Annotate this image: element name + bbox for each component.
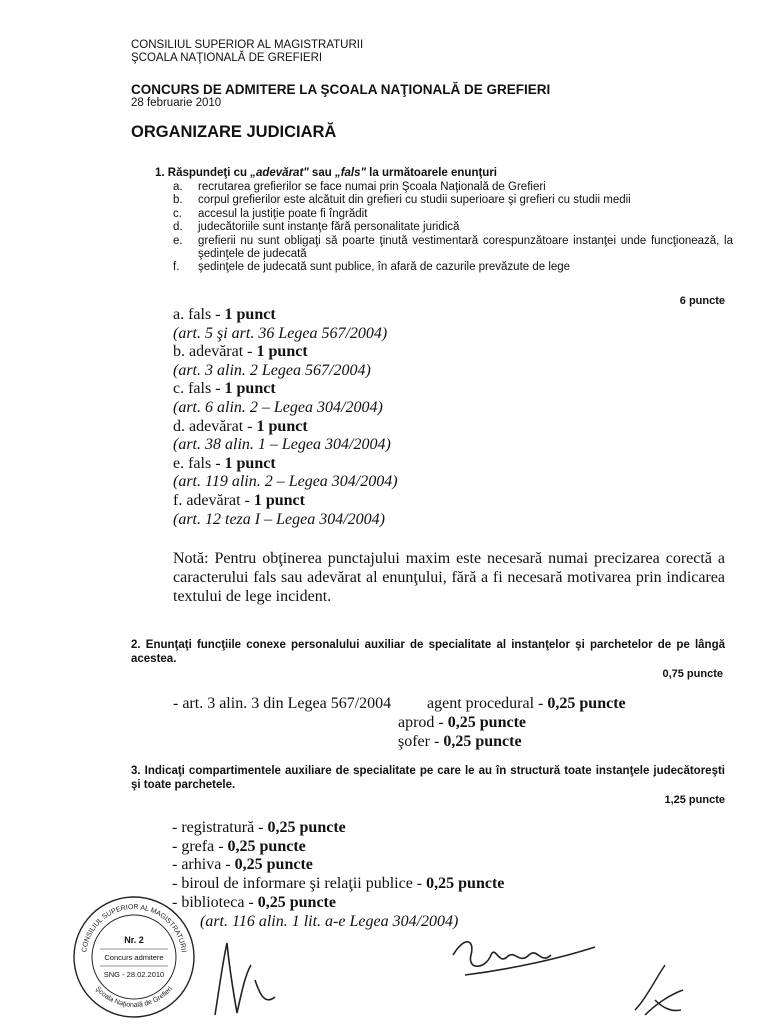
- answer-line: [172, 819, 504, 838]
- answer-line: [172, 894, 504, 913]
- question-1-statements: [173, 181, 733, 275]
- answer-line: [172, 838, 504, 857]
- official-stamp: [70, 893, 198, 1021]
- statement-item: [173, 208, 733, 221]
- keyword-false: „fals": [334, 167, 366, 179]
- department-name: - grefa -: [172, 837, 228, 855]
- answer-line: [172, 856, 504, 875]
- statement-letter: f.: [173, 261, 180, 274]
- question-1-rest: la următoarele enunţuri: [365, 167, 497, 179]
- statement-letter: d.: [173, 221, 183, 234]
- stamp-line-1: Concurs admitere: [104, 953, 164, 962]
- answer-value: e. fals -: [173, 454, 225, 472]
- answer-line: [173, 418, 398, 437]
- statement-text: grefierii nu sunt obligaţi să poarte ţinută vestimentară corespunzătoare instanţei unde funcţionează, la şedinţele de judecată: [198, 234, 733, 261]
- statement-text: judecătoriile sunt instanţe fără personalitate juridică: [198, 221, 460, 234]
- stamp-number: Nr. 2: [124, 935, 144, 945]
- legal-reference: (art. 12 teza I – Legea 304/2004): [173, 510, 385, 528]
- answer-line: [173, 343, 398, 362]
- exam-date: 28 februarie 2010: [131, 97, 222, 109]
- answer-points: 0,25 puncte: [257, 893, 336, 911]
- question-2-answer: [398, 713, 526, 751]
- statement-item: [173, 235, 733, 262]
- answer-value: a. fals -: [173, 306, 225, 323]
- statement-letter: e.: [173, 234, 183, 247]
- question-2-points: 0,75 puncte: [662, 668, 723, 680]
- answer-points: 1 punct: [224, 380, 276, 398]
- answer-points: 1 punct: [256, 417, 308, 435]
- function-name: şofer -: [398, 733, 444, 750]
- function-name: agent procedural -: [427, 695, 548, 712]
- question-2-answer: [427, 694, 626, 713]
- document-title: CONCURS DE ADMITERE LA ŞCOALA NAŢIONALĂ DE GREFIERI: [131, 82, 551, 97]
- signature-1-icon: [205, 935, 285, 1020]
- answer-points: 0,25 puncte: [267, 819, 346, 836]
- answer-points: 1 punct: [253, 491, 305, 509]
- answer-line: [173, 306, 398, 325]
- stamp-line-2: SNG - 28.02.2010: [103, 970, 165, 979]
- answer-points: 0,25 puncte: [447, 714, 526, 731]
- statement-item: [173, 194, 733, 207]
- stamp-ring-top: CONSILIUL SUPERIOR AL MAGISTRATURII: [81, 903, 187, 953]
- answer-points: 0,25 puncte: [227, 837, 306, 855]
- legal-reference: (art. 6 alin. 2 – Legea 304/2004): [173, 398, 383, 416]
- answer-points: 1 punct: [224, 454, 276, 472]
- function-name: aprod -: [398, 714, 448, 731]
- answer-value: c. fals -: [173, 380, 225, 398]
- question-1-points: 6 puncte: [679, 295, 725, 307]
- answer-line: [173, 455, 398, 474]
- legal-reference: (art. 3 alin. 2 Legea 567/2004): [173, 361, 371, 379]
- question-1-mid: sau: [308, 167, 335, 179]
- department-name: - arhiva -: [172, 856, 235, 874]
- question-1-prefix: 1. Răspundeţi cu: [155, 167, 251, 179]
- answer-points: 0,25 puncte: [426, 875, 505, 893]
- statement-item: [173, 181, 733, 194]
- statement-letter: b.: [173, 194, 183, 207]
- answer-points: 0,25 puncte: [234, 856, 313, 874]
- answer-line: [173, 492, 398, 511]
- answer-line: [173, 380, 398, 399]
- statement-item: [173, 261, 733, 274]
- department-name: - biblioteca -: [172, 893, 258, 911]
- legal-reference: (art. 5 şi art. 36 Legea 567/2004): [173, 324, 388, 342]
- grading-note: Notă: Pentru obţinerea punctajului maxim este necesară numai precizarea corectă a caracterului fals sau adevărat al enunţului, fără a fi necesară motivarea prin indicarea textului de lege incident.: [173, 550, 725, 605]
- section-title: ORGANIZARE JUDICIARĂ: [131, 123, 337, 141]
- question-3-points: 1,25 puncte: [664, 794, 725, 806]
- statement-text: accesul la justiţie poate fi îngrădit: [198, 207, 368, 220]
- signature-2-icon: [445, 925, 605, 985]
- department-name: - registratură -: [172, 819, 268, 836]
- answer-points: 0,25 puncte: [443, 733, 522, 750]
- statement-text: şedinţele de judecată sunt publice, în afară de cazurile prevăzute de lege: [198, 261, 571, 274]
- legal-reference: (art. 116 alin. 1 lit. a-e Legea 304/2004): [200, 912, 459, 930]
- question-1-title: [155, 167, 497, 181]
- answer-points: 0,25 puncte: [547, 695, 626, 712]
- question-3-title: 3. Indicaţi compartimentele auxiliare de specialitate pe care le au în structură toate instanţele judecătoreşti şi toate parchetele.: [131, 765, 725, 791]
- legal-reference: (art. 119 alin. 2 – Legea 304/2004): [173, 473, 398, 491]
- question-2-title: 2. Enunţaţi funcţiile conexe personalului auxiliar de specialitate al instanţelor şi parchetelor de pe lângă acestea.: [131, 639, 725, 665]
- school-name: ŞCOALA NAŢIONALĂ DE GREFIERI: [131, 52, 323, 64]
- stamp-ring-bottom: Şcoala Naţională de Grefieri: [93, 985, 175, 1010]
- statement-letter: c.: [173, 207, 182, 220]
- legal-reference: (art. 38 alin. 1 – Legea 304/2004): [173, 436, 391, 454]
- department-name: - biroul de informare şi relaţii publice -: [172, 875, 427, 893]
- answer-value: f. adevărat -: [173, 491, 254, 509]
- statement-text: recrutarea grefierilor se face numai prin Şcoala Naţională de Grefieri: [198, 181, 546, 193]
- answer-value: b. adevărat -: [173, 343, 257, 361]
- statement-letter: a.: [173, 181, 183, 193]
- question-3-answers: [172, 819, 504, 931]
- keyword-true: „adevărat": [250, 167, 309, 179]
- answer-line: [172, 875, 504, 894]
- answer-line: [398, 732, 526, 751]
- signature-3-icon: [625, 960, 695, 1020]
- answer-line: [427, 694, 626, 713]
- question-1-answers: [173, 306, 398, 529]
- institution-name: CONSILIUL SUPERIOR AL MAGISTRATURII: [131, 39, 364, 51]
- question-2-reference: - art. 3 alin. 3 din Legea 567/2004: [173, 695, 392, 712]
- statement-text: corpul grefierilor este alcătuit din grefieri cu studii superioare şi grefieri cu studii medii: [198, 194, 631, 207]
- statement-item: [173, 221, 733, 234]
- answer-line: [398, 713, 526, 732]
- answer-points: 1 punct: [256, 343, 308, 361]
- answer-value: d. adevărat -: [173, 417, 257, 435]
- answer-points: 1 punct: [224, 306, 276, 323]
